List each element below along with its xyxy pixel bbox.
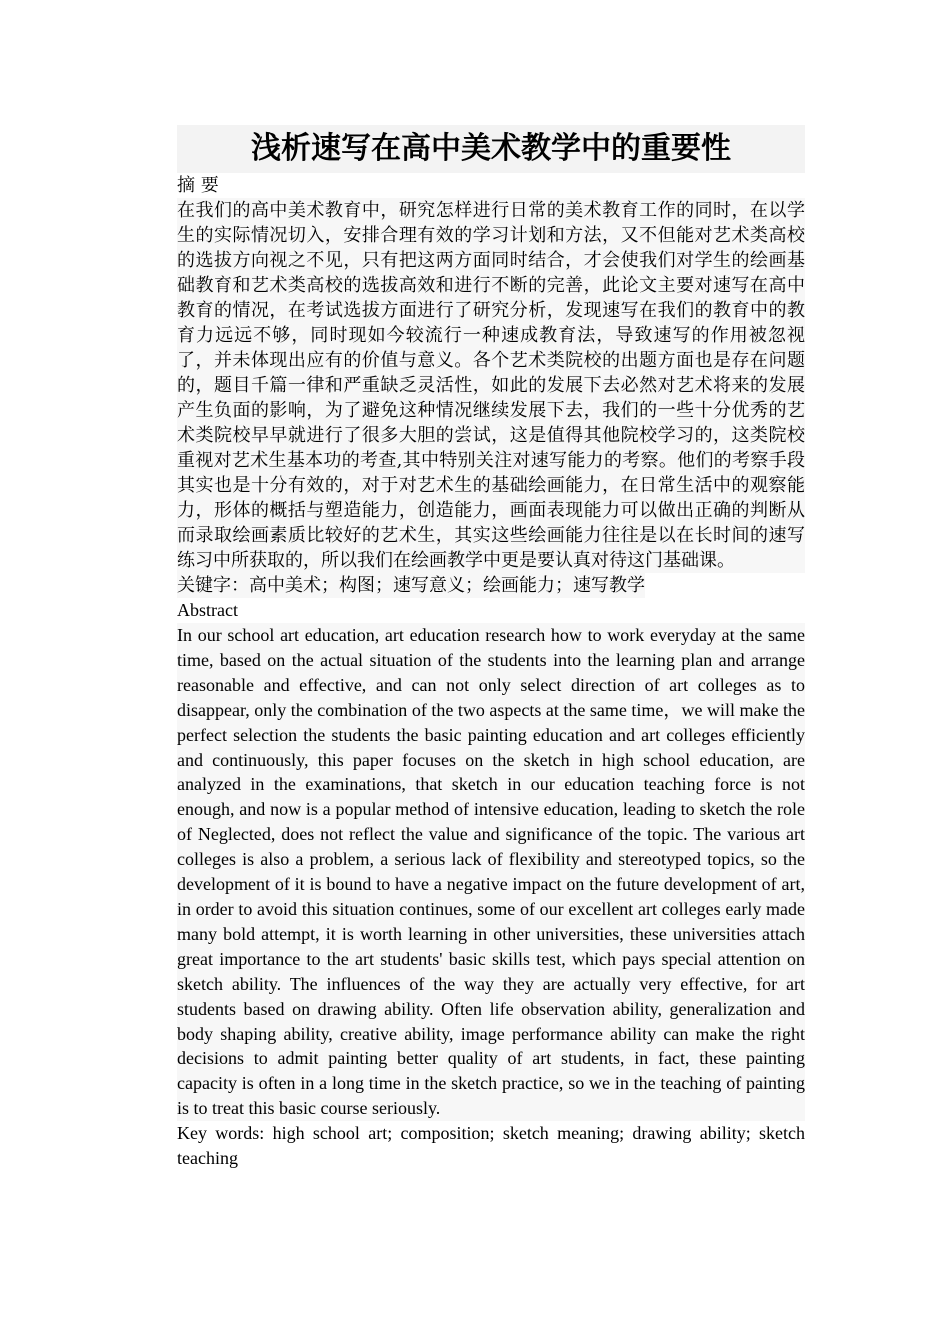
abstract-en-label: Abstract (177, 600, 238, 620)
keywords-zh: 关键字：高中美术；构图；速写意义；绘画能力；速写教学 (177, 575, 645, 596)
abstract-zh-label: 摘 要 (177, 175, 219, 196)
document-title: 浅析速写在高中美术教学中的重要性 (177, 125, 805, 173)
abstract-en-body: In our school art education, art education research how to work everyday at the same time, based on the actual situation of the students into the learning plan and arrange reasonable and effective, and can not only select direction of art colleges as to disappear, only the combination of the two aspects at the same time，we will make the perfect selection the students the basic painting education and art colleges efficiently and continuously, this paper focuses on the sketch in high school education, are analyzed in the examinations, that sketch in our education teaching force is not enough, and now is a popular method of intensive education, leading to sketch the role of Neglected, does not reflect the value and significance of the topic. The various art colleges is also a problem, a serious lack of flexibility and stereotyped topics, so the development of it is bound to have a negative impact on the future development of art, in order to avoid this situation continues, some of our excellent art colleges early made many bold attempt, it is worth learning in other universities, these universities attach great importance to the art students' basic skills test, which pays special attention on sketch ability. The influences of the way they are actually very effective, for art students based on drawing ability. Often life observation ability, generalization and body shaping ability, creative ability, image performance ability can make the right decisions to admit painting better quality of art students, in fact, these painting capacity is often in a long time in the sketch practice, so we in the teaching of painting is to treat this basic course seriously. (177, 623, 805, 1121)
keywords-en: Key words: high school art; composition; sketch meaning; drawing ability; sketch teaching (177, 1123, 805, 1169)
abstract-zh-body: 在我们的高中美术教育中，研究怎样进行日常的美术教育工作的同时，在以学生的实际情况切入，安排合理有效的学习计划和方法，又不但能对艺术类高校的选拔方向视之不见，只有把这两方面同时结合，才会使我们对学生的绘画基础教育和艺术类高校的选拔高效和进行不断的完善，此论文主要对速写在高中教育的情况，在考试选拔方面进行了研究分析，发现速写在我们的教育中的教育力远远不够，同时现如今较流行一种速成教育法，导致速写的作用被忽视了，并未体现出应有的价值与意义。各个艺术类院校的出题方面也是存在问题的，题目千篇一律和严重缺乏灵活性，如此的发展下去必然对艺术将来的发展产生负面的影响，为了避免这种情况继续发展下去，我们的一些十分优秀的艺术类院校早早就进行了很多大胆的尝试，这是值得其他院校学习的，这类院校重视对艺术生基本功的考查,其中特别关注对速写能力的考察。他们的考察手段其实也是十分有效的，对于对艺术生的基础绘画能力，在日常生活中的观察能力，形体的概括与塑造能力，创造能力，画面表现能力可以做出正确的判断从而录取绘画素质比较好的艺术生，其实这些绘画能力往往是以在长时间的速写练习中所获取的，所以我们在绘画教学中更是要认真对待这门基础课。 (177, 200, 805, 571)
document-page (177, 125, 805, 1171)
